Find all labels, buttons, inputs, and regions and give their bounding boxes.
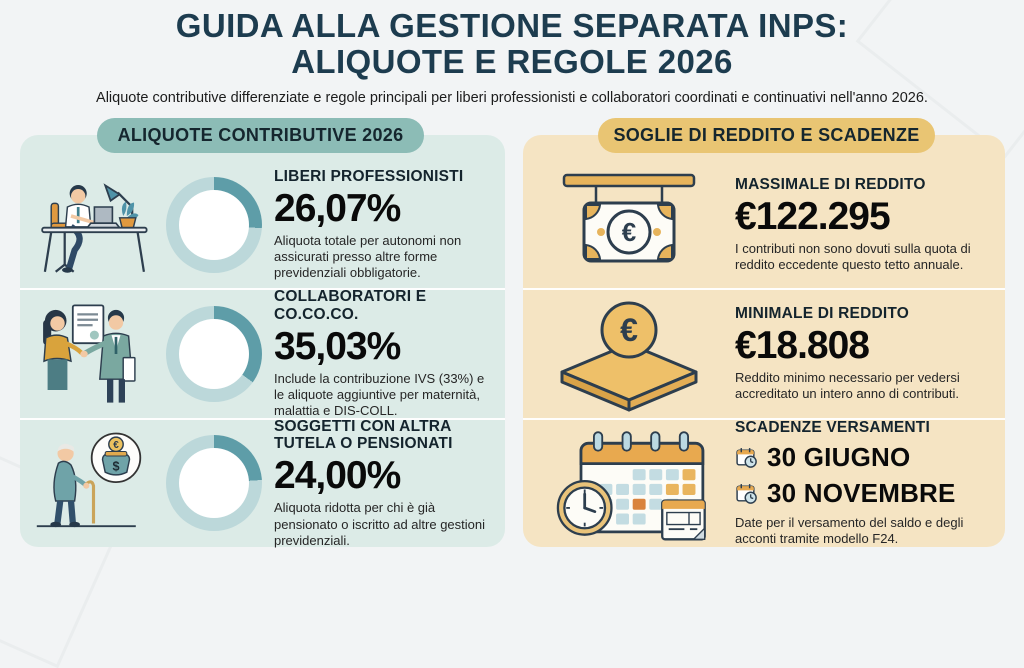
donut-chart bbox=[166, 435, 262, 531]
contribution-rates-panel bbox=[20, 135, 505, 547]
rate-row-liberi-professionisti bbox=[20, 161, 505, 288]
rate-description: Aliquota ridotta per chi è già pensionato o iscritto ad altre gestioni previdenziali. bbox=[274, 500, 486, 548]
svg-text:$: $ bbox=[112, 459, 120, 474]
threshold-value: €122.295 bbox=[735, 194, 890, 238]
deadlines-row bbox=[523, 418, 1005, 547]
rate-row-pensionati bbox=[20, 418, 505, 547]
professional-at-desk-illustration bbox=[20, 164, 158, 286]
svg-text:€: € bbox=[620, 311, 638, 348]
page-subtitle: Aliquote contributive differenziate e regole principali per liberi professionisti e collaboratori coordinati e continuativi nell'anno 2026. bbox=[96, 89, 928, 106]
rate-value: 35,03% bbox=[274, 324, 401, 368]
threshold-row-minimale bbox=[523, 288, 1005, 417]
rate-title: COLLABORATORI E CO.CO.CO. bbox=[274, 288, 427, 324]
threshold-title: MINIMALE DI REDDITO bbox=[735, 305, 910, 323]
rate-value: 24,00% bbox=[274, 454, 401, 498]
right-panel-header-badge: SOGLIE DI REDDITO E SCADENZE bbox=[598, 118, 935, 153]
threshold-title: MASSIMALE DI REDDITO bbox=[735, 175, 926, 193]
handshake-illustration bbox=[20, 293, 158, 415]
deadline-date: 30 GIUGNO bbox=[767, 441, 911, 472]
threshold-value: €18.808 bbox=[735, 324, 869, 368]
banknote-ceiling-icon bbox=[523, 165, 735, 285]
threshold-row-massimale bbox=[523, 161, 1005, 288]
coin-on-platform-icon bbox=[523, 294, 735, 414]
threshold-description: I contributi non sono dovuti sulla quota di reddito eccedente questo tetto annuale. bbox=[735, 240, 971, 273]
left-panel-header-badge: ALIQUOTE CONTRIBUTIVE 2026 bbox=[97, 118, 424, 153]
donut-chart bbox=[166, 177, 262, 273]
page-title bbox=[0, 8, 1024, 81]
deadline-november bbox=[735, 478, 987, 509]
page-title-line1: GUIDA ALLA GESTIONE SEPARATA INPS: bbox=[175, 7, 849, 44]
deadline-june bbox=[735, 442, 987, 473]
thresholds-deadlines-panel bbox=[523, 135, 1005, 547]
mini-calendar-clock-icon bbox=[735, 482, 758, 505]
deadlines-description: Date per il versamento del saldo e degli acconti tramite modello F24. bbox=[735, 514, 964, 547]
threshold-description: Reddito minimo necessario per vedersi accreditato un intero anno di contributi. bbox=[735, 370, 960, 402]
rate-title: SOGGETTI CON ALTRA TUTELA O PENSIONATI bbox=[274, 417, 453, 453]
rate-description: Aliquota totale per autonomi non assicurati presso altre forme previdenziali obbligatorie. bbox=[274, 232, 462, 281]
rate-value: 26,07% bbox=[274, 186, 401, 230]
rate-row-collaboratori bbox=[20, 288, 505, 417]
calendar-clock-icon bbox=[523, 423, 735, 543]
pensioner-illustration bbox=[20, 422, 158, 544]
deadlines-title: SCADENZE VERSAMENTI bbox=[735, 419, 930, 437]
rate-title: LIBERI PROFESSIONISTI bbox=[274, 167, 464, 185]
page-title-line2: ALIQUOTE E REGOLE 2026 bbox=[291, 43, 733, 81]
deadline-date: 30 NOVEMBRE bbox=[767, 477, 956, 508]
mini-calendar-clock-icon bbox=[735, 446, 758, 469]
svg-text:€: € bbox=[113, 440, 119, 452]
header bbox=[0, 8, 1024, 106]
donut-chart bbox=[166, 306, 262, 402]
rate-description: Include la contribuzione IVS (33%) e le aliquote aggiuntive per maternità, malattia e DIS-COLL. bbox=[274, 370, 485, 419]
svg-text:€: € bbox=[621, 216, 637, 247]
